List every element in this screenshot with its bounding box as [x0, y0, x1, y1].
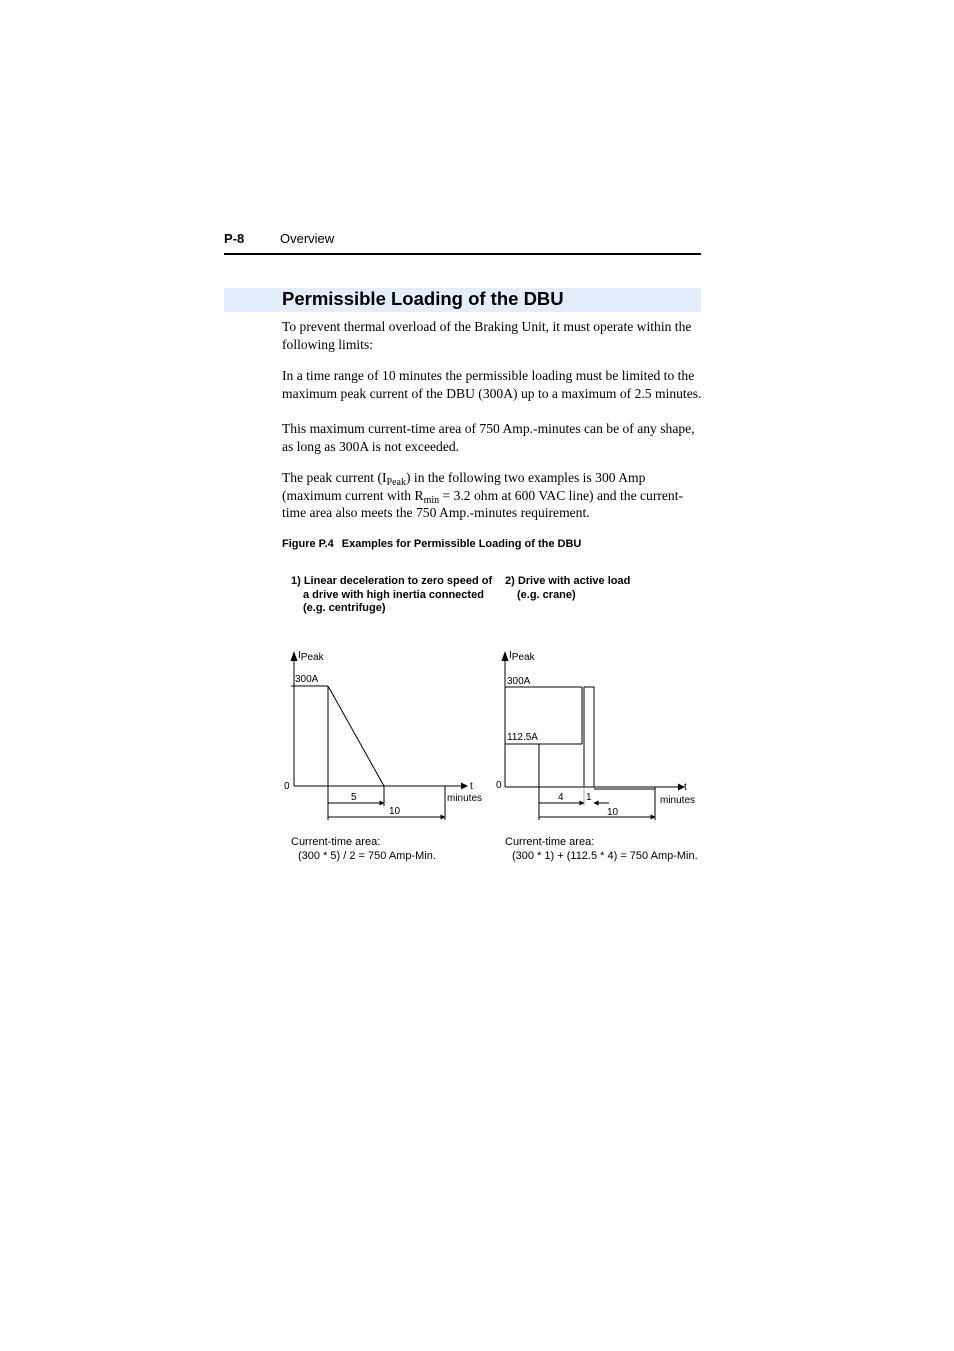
page-number: P-8	[224, 231, 245, 246]
p4-sub-min: min	[423, 494, 440, 506]
diagram2-dim-a-label: 4	[558, 792, 564, 803]
example2-area-note	[505, 835, 698, 863]
example2-note-formula: (300 * 1) + (112.5 * 4) = 750 Amp-Min.	[512, 850, 698, 862]
diagram1-y-label: IPeak	[298, 650, 324, 663]
diagram2-peak-label: 300A	[507, 676, 531, 687]
diagram1-x-label: t	[470, 781, 473, 792]
diagram2-dim-b-label: 1	[586, 792, 592, 803]
paragraph-area: This maximum current-time area of 750 Amp.-minutes can be of any shape, as long as 300A is not exceeded.	[282, 421, 695, 454]
diagram1-origin-label: 0	[284, 781, 290, 792]
diagram1-peak-label: 300A	[295, 674, 319, 685]
diagram2-dim-long-label: 10	[607, 807, 619, 818]
diagram2-origin-label: 0	[496, 780, 502, 791]
p4-part-b: ) in the following two examples is 300 Amp (maximum current with R	[282, 470, 646, 503]
diagram2-peak-pulse	[584, 687, 594, 787]
diagram2-y-label: IPeak	[509, 650, 535, 663]
diagram2-mid-label: 112.5A	[507, 732, 538, 743]
paragraph-intro: To prevent thermal overload of the Braking Unit, it must operate within the following limits:	[282, 319, 692, 352]
example1-note-title: Current-time area:	[291, 836, 381, 848]
page-title: Permissible Loading of the DBU	[282, 288, 564, 309]
diagram2-y-arrowhead	[502, 651, 509, 661]
paragraph-time-range: In a time range of 10 minutes the permissible loading must be limited to the maximum peak current of the DBU (300A) up to a maximum of 2.5 minutes.	[282, 368, 702, 401]
diagram2-x-label: t	[684, 782, 687, 793]
diagram1-x-unit: minutes	[447, 793, 483, 804]
diagram1-decel-ramp	[328, 686, 384, 786]
example2-heading-line: 2) Drive with active load	[505, 575, 631, 587]
p4-part-a: The peak current (I	[282, 470, 387, 485]
example1-heading-line: (e.g. centrifuge)	[303, 602, 386, 614]
diagram1-dim-short-label: 5	[351, 792, 357, 803]
example1-heading-line: 1) Linear deceleration to zero speed of	[291, 575, 493, 587]
diagram1-dim-long-label: 10	[389, 806, 401, 817]
diagram1-y-arrowhead	[291, 651, 298, 661]
example2-note-title: Current-time area:	[505, 836, 595, 848]
figure-number: Figure P.4	[282, 538, 334, 550]
p4-part-c: = 3.2 ohm at 600 VAC line) and the current-time area also meets the 750 Amp.-minutes requirement.	[282, 487, 684, 521]
example1-note-formula: (300 * 5) / 2 = 750 Amp-Min.	[298, 850, 436, 862]
section-name: Overview	[280, 231, 335, 246]
example1-area-note	[291, 835, 436, 863]
p4-sub-peak: Peak	[386, 477, 406, 488]
example1-heading-line: a drive with high inertia connected	[303, 588, 484, 601]
figure-caption-text: Examples for Permissible Loading of the DBU	[341, 538, 582, 550]
example2-heading-line: (e.g. crane)	[517, 588, 576, 601]
diagram2-x-unit: minutes	[660, 795, 696, 806]
